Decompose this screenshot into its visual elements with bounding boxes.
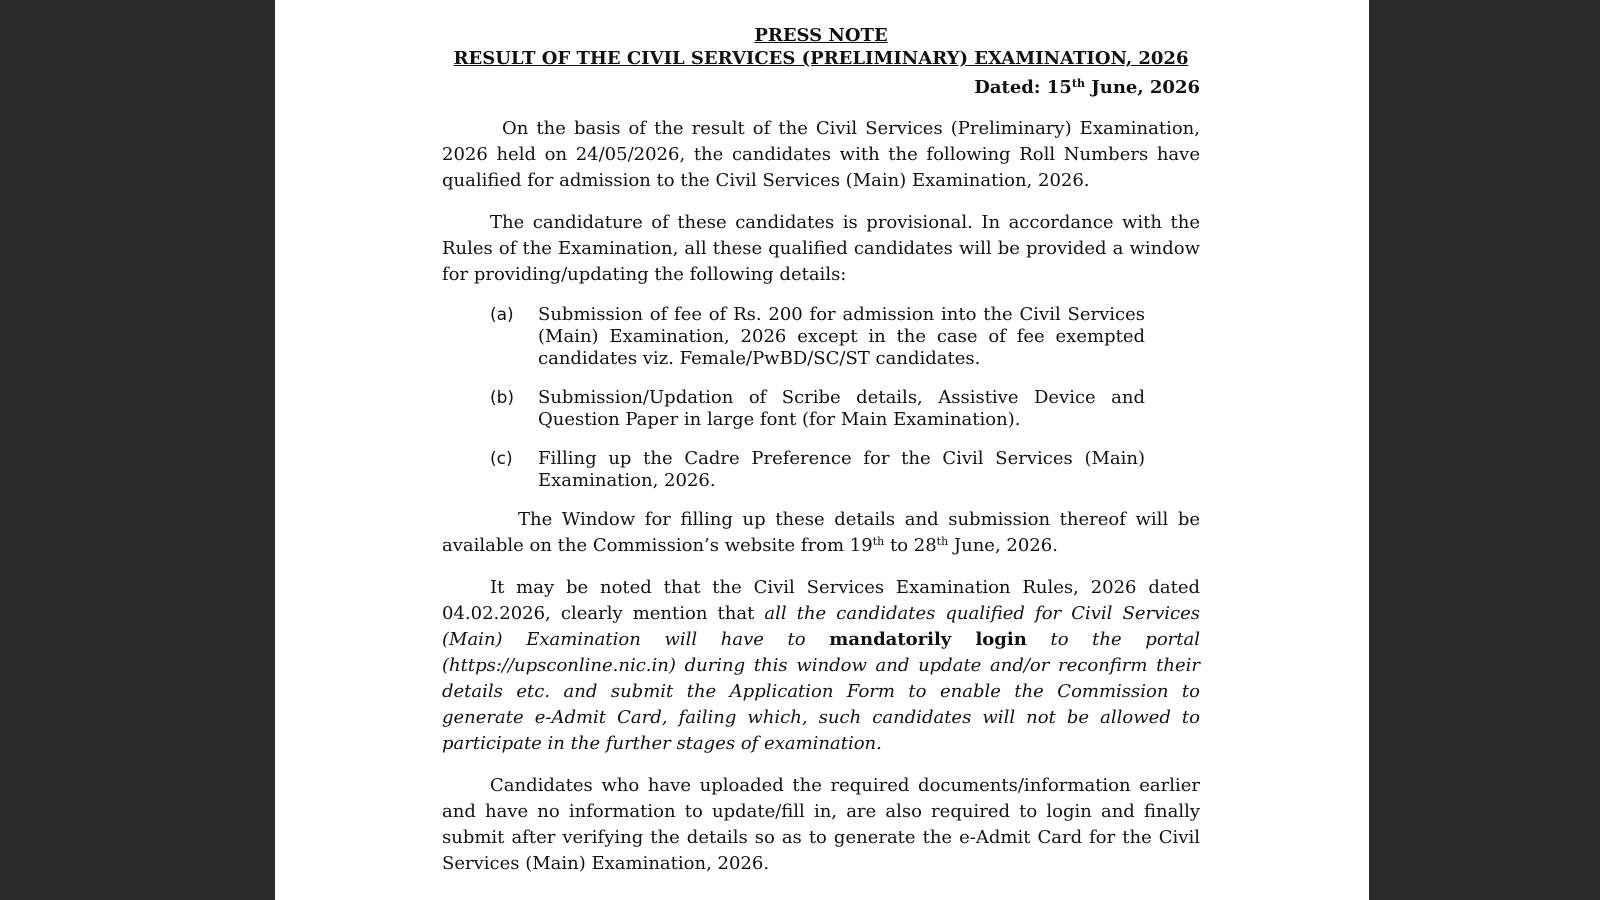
mandatory-login-emphasis: mandatorily login — [829, 629, 1027, 650]
press-note-title: PRESS NOTE — [754, 25, 888, 46]
window-sup-end: th — [936, 535, 949, 548]
paragraph-window — [442, 507, 1200, 559]
dated-line — [442, 77, 1200, 99]
document-page — [275, 0, 1369, 900]
list-marker: (c) — [490, 449, 513, 469]
list-marker: (a) — [490, 305, 514, 325]
dated-prefix: Dated: 15 — [974, 77, 1072, 98]
list-marker: (b) — [490, 388, 515, 408]
paragraph-final-submit: Candidates who have uploaded the required documents/information earlier and have no information to update/fill in, are also required to login and finally submit after verifying the details so as to generate the e-Admit Card for the Civil Services (Main) Examination, 2026. — [442, 775, 1200, 874]
dated-superscript: th — [1071, 77, 1085, 90]
list-item-text: Submission of fee of Rs. 200 for admission into the Civil Services (Main) Examination, 2026 except in the case of fee exempted candidates viz. Female/PwBD/SC/ST candidates. — [538, 304, 1145, 369]
rules-text-italic-start: all the candidates qualified for Civil Services (Main) Examination will have to — [442, 603, 1200, 650]
window-text-start: The Window for filling up these details and submission thereof will be available on the Commission’s website from 19 — [442, 509, 1200, 556]
list-item-text: Submission/Updation of Scribe details, Assistive Device and Question Paper in large font (for Main Examination). — [538, 387, 1145, 430]
details-list — [490, 304, 1145, 492]
paragraph-rules-note — [442, 575, 1200, 757]
paragraph-qualification: On the basis of the result of the Civil Services (Preliminary) Examination, 2026 held on 24/05/2026, the candidates with the following Roll Numbers have qualified for admission to the Civil Services (Main) Examination, 2026. — [442, 118, 1200, 191]
result-heading: RESULT OF THE CIVIL SERVICES (PRELIMINARY) EXAMINATION, 2026 — [453, 48, 1189, 69]
rules-text-italic-end: to the portal (https://upsconline.nic.in) during this window and update and/or reconfirm their details etc. and submit the Application Form to enable the Commission to generate e-Admit Card, failing which, such candidates will not be allowed to participate in the further stages of examination. — [442, 629, 1200, 754]
list-item-b — [490, 387, 1145, 431]
list-item-a — [490, 304, 1145, 370]
list-item-c — [490, 448, 1145, 492]
list-item-text: Filling up the Cadre Preference for the Civil Services (Main) Examination, 2026. — [538, 448, 1145, 491]
press-note-content — [442, 24, 1200, 877]
window-text-middle: to 28 — [884, 535, 937, 556]
dated-suffix: June, 2026 — [1084, 77, 1200, 98]
rules-text-plain: It may be noted that the Civil Services Examination Rules, 2026 dated 04.02.2026, clearly mention that — [442, 577, 1200, 624]
window-sup-start: th — [872, 535, 885, 548]
paragraph-candidature: The candidature of these candidates is provisional. In accordance with the Rules of the Examination, all these qualified candidates will be provided a window for providing/updating the following details: — [442, 212, 1200, 285]
window-text-end: June, 2026. — [948, 535, 1058, 556]
